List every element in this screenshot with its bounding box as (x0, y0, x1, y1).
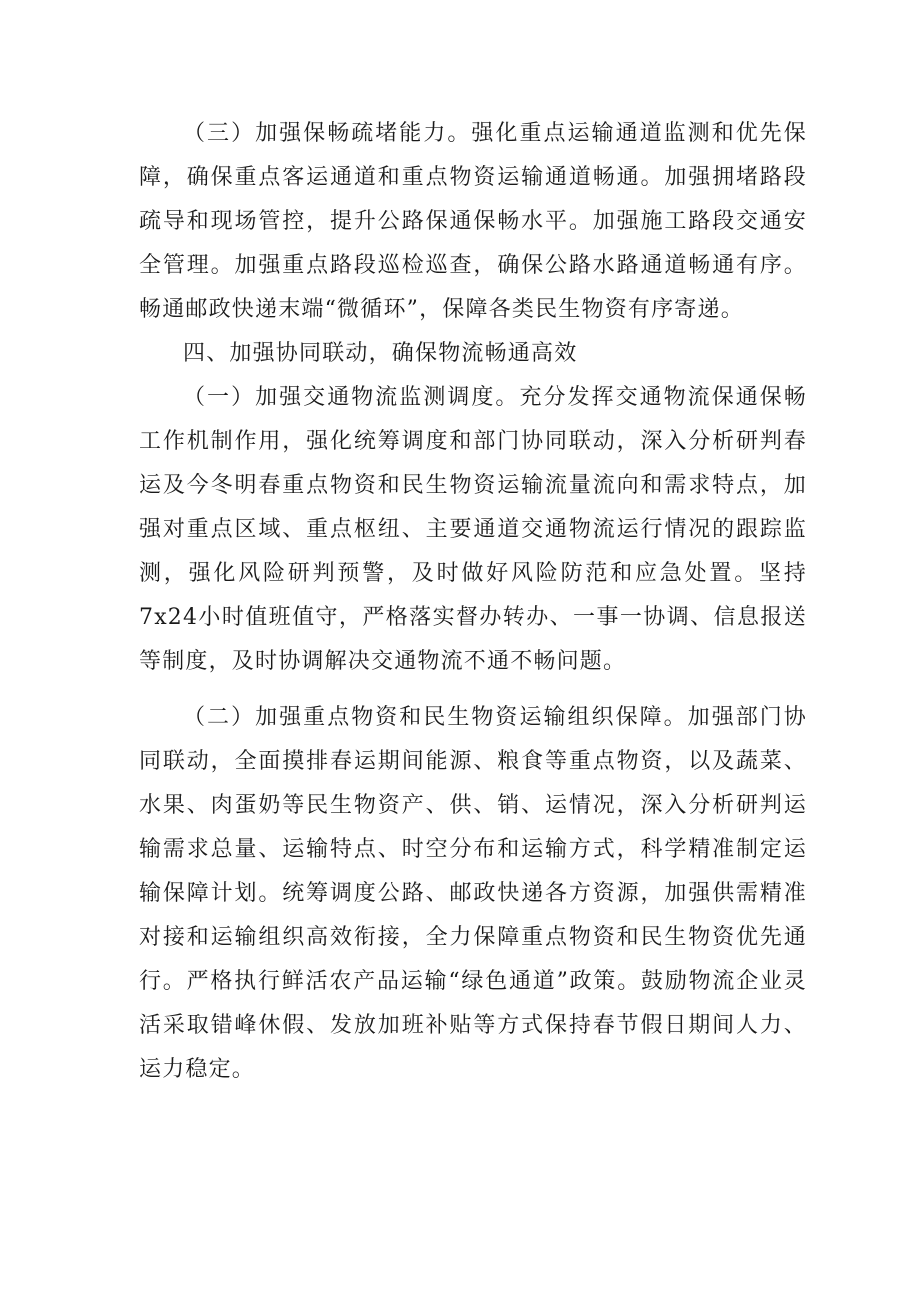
paragraph-monitoring-dispatch: （一）加强交通物流监测调度。充分发挥交通物流保通保畅工作机制作用，强化统筹调度和部门协同联动，深入分析研判春运及今冬明春重点物资和民生物资运输流量流向和需求特点，加强对重点区域、重点枢纽、主要通道交通物流运行情况的跟踪监测，强化风险研判预警，及时做好风险防范和应急处置。坚持7x24小时值班值守，严格落实督办转办、一事一协调、信息报送等制度，及时协调解决交通物流不通不畅问题。 (139, 385, 807, 674)
paragraph-strengthen-congestion-relief: （三）加强保畅疏堵能力。强化重点运输通道监测和优先保障，确保重点客运通道和重点物资运输通道畅通。加强拥堵路段疏导和现场管控，提升公路保通保畅水平。加强施工路段交通安全管理。加强重点路段巡检巡查，确保公路水路通道畅通有序。畅通邮政快递末端“微循环”，保障各类民生物资有序寄递。 (139, 121, 807, 322)
section-heading-four: 四、加强协同联动，确保物流畅通高效 (183, 341, 578, 366)
paragraph-material-transport-support: （二）加强重点物资和民生物资运输组织保障。加强部门协同联动，全面摸排春运期间能源、粮食等重点物资，以及蔬菜、水果、肉蛋奶等民生物资产、供、销、运情况，深入分析研判运输需求总量、运输特点、时空分布和运输方式，科学精准制定运输保障计划。统筹调度公路、邮政快递各方资源，加强供需精准对接和运输组织高效衔接，全力保障重点物资和民生物资优先通行。严格执行鲜活农产品运输“绿色通道”政策。鼓励物流企业灵活采取错峰休假、发放加班补贴等方式保持春节假日期间人力、运力稳定。 (139, 705, 807, 1082)
document-body (139, 112, 807, 1092)
